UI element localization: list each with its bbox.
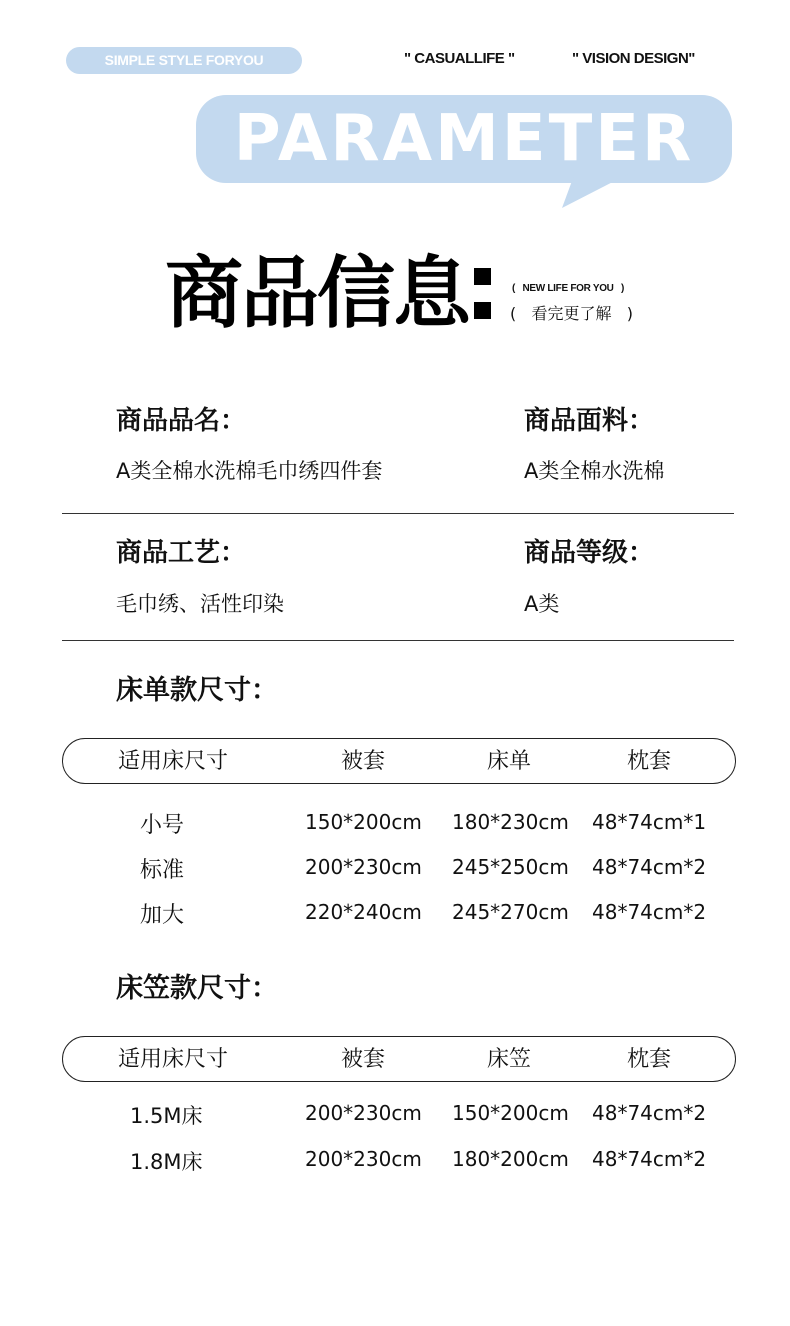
table-cell: 200*230cm (305, 1101, 422, 1125)
table-cell: 245*250cm (452, 855, 569, 879)
table-cell: 1.8M床 (130, 1150, 203, 1174)
table-cell: 245*270cm (452, 900, 569, 924)
column-header: 床单 (486, 749, 531, 774)
banner-word: PARAMETER (233, 102, 695, 176)
table-cell: 200*230cm (305, 855, 422, 879)
product-name-label: 商品品名： (116, 406, 247, 436)
sheet-size-title: 床单款尺寸： (116, 675, 278, 706)
product-grade-value: A类 (524, 592, 560, 616)
column-header: 枕套 (626, 749, 671, 774)
column-header: 被套 (340, 749, 385, 774)
page-title: 商品信息 (165, 249, 470, 339)
fitted-size-title: 床笠款尺寸： (116, 973, 278, 1004)
table-cell: 48*74cm*2 (592, 855, 707, 879)
table-cell: 220*240cm (305, 900, 422, 924)
table-cell: 小号 (140, 813, 185, 838)
table-cell: 200*230cm (305, 1147, 422, 1171)
subtitle-chinese: ( 看完更了解 ) (510, 304, 634, 323)
subtitle-english: ( NEW LIFE FOR YOU ) (512, 283, 625, 294)
product-fabric-value: A类全棉水洗棉 (524, 459, 665, 483)
column-header: 适用床尺寸 (117, 749, 228, 774)
table-cell: 加大 (140, 903, 185, 928)
product-fabric-label: 商品面料： (524, 406, 655, 436)
column-header: 床笠 (486, 1047, 531, 1072)
column-header: 被套 (340, 1047, 385, 1072)
fitted-table-header (62, 1036, 736, 1082)
table-cell: 标准 (140, 858, 185, 883)
table-cell: 150*200cm (305, 810, 422, 834)
table-cell: 180*230cm (452, 810, 569, 834)
column-header: 适用床尺寸 (117, 1047, 228, 1072)
table-cell: 48*74cm*1 (592, 810, 707, 834)
product-craft-label: 商品工艺： (116, 538, 247, 568)
column-header: 枕套 (626, 1047, 671, 1072)
table-cell: 150*200cm (452, 1101, 569, 1125)
header-quote-vision-design: " VISION DESIGN" (572, 50, 695, 67)
product-craft-value: 毛巾绣、活性印染 (116, 592, 284, 616)
table-cell: 180*200cm (452, 1147, 569, 1171)
table-cell: 48*74cm*2 (592, 1101, 707, 1125)
header-tag: SIMPLE STYLE FORYOU (66, 47, 302, 74)
product-grade-label: 商品等级： (524, 538, 655, 568)
product-name-value: A类全棉水洗棉毛巾绣四件套 (116, 459, 383, 483)
header-quote-casual-life: " CASUALLIFE " (404, 50, 515, 67)
table-cell: 1.5M床 (130, 1104, 203, 1128)
table-cell: 48*74cm*2 (592, 900, 707, 924)
title-colon (474, 266, 492, 320)
sheet-table-header (62, 738, 736, 784)
table-cell: 48*74cm*2 (592, 1147, 707, 1171)
divider (62, 513, 734, 514)
divider (62, 640, 734, 641)
